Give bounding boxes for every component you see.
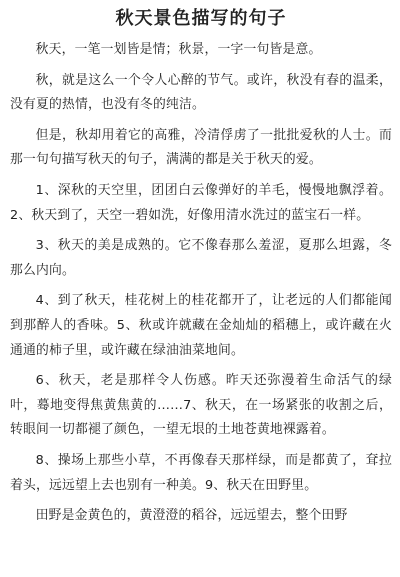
paragraph: 但是，秋却用着它的高雅，冷清俘虏了一批批爱秋的人士。而那一句句描写秋天的句子，满满的都是关于秋天的爱。 xyxy=(10,127,392,168)
paragraph: 秋，就是这么一个令人心醉的节气。或许，秋没有春的温柔，没有夏的热情，也没有冬的纯洁。 xyxy=(10,72,392,113)
paragraph: 6、秋天，老是那样令人伤感。昨天还弥漫着生命活气的绿叶，蓦地变得焦黄焦黄的……7、秋天，在一场紧张的收割之后，转眼间一切都褪了颜色，一望无垠的土地苍黄地裸露着。 xyxy=(10,373,392,438)
paragraph: 4、到了秋天，桂花树上的桂花都开了，让老远的人们都能闻到那醉人的香味。5、秋或许就藏在金灿灿的稻穗上，或许藏在火通通的柿子里，或许藏在绿油油菜地间。 xyxy=(10,293,392,358)
document-title: 秋天景色描写的句子 xyxy=(115,8,287,29)
paragraph: 1、深秋的天空里，团团白云像弹好的羊毛，慢慢地飘浮着。2、秋天到了，天空一碧如洗，好像用清水洗过的蓝宝石一样。 xyxy=(10,182,392,223)
paragraph: 8、操场上那些小草，不再像春天那样绿，而是都黄了，耷拉着头，远远望上去也别有一种美。9、秋天在田野里。 xyxy=(10,452,392,493)
paragraph: 田野是金黄色的，黄澄澄的稻谷，远远望去，整个田野 xyxy=(35,508,348,524)
paragraph: 秋天，一笔一划皆是情；秋景，一字一句皆是意。 xyxy=(35,42,322,57)
document-body xyxy=(10,38,392,529)
paragraph: 3、秋天的美是成熟的。它不像春那么羞涩，夏那么坦露，冬那么内向。 xyxy=(10,238,392,278)
